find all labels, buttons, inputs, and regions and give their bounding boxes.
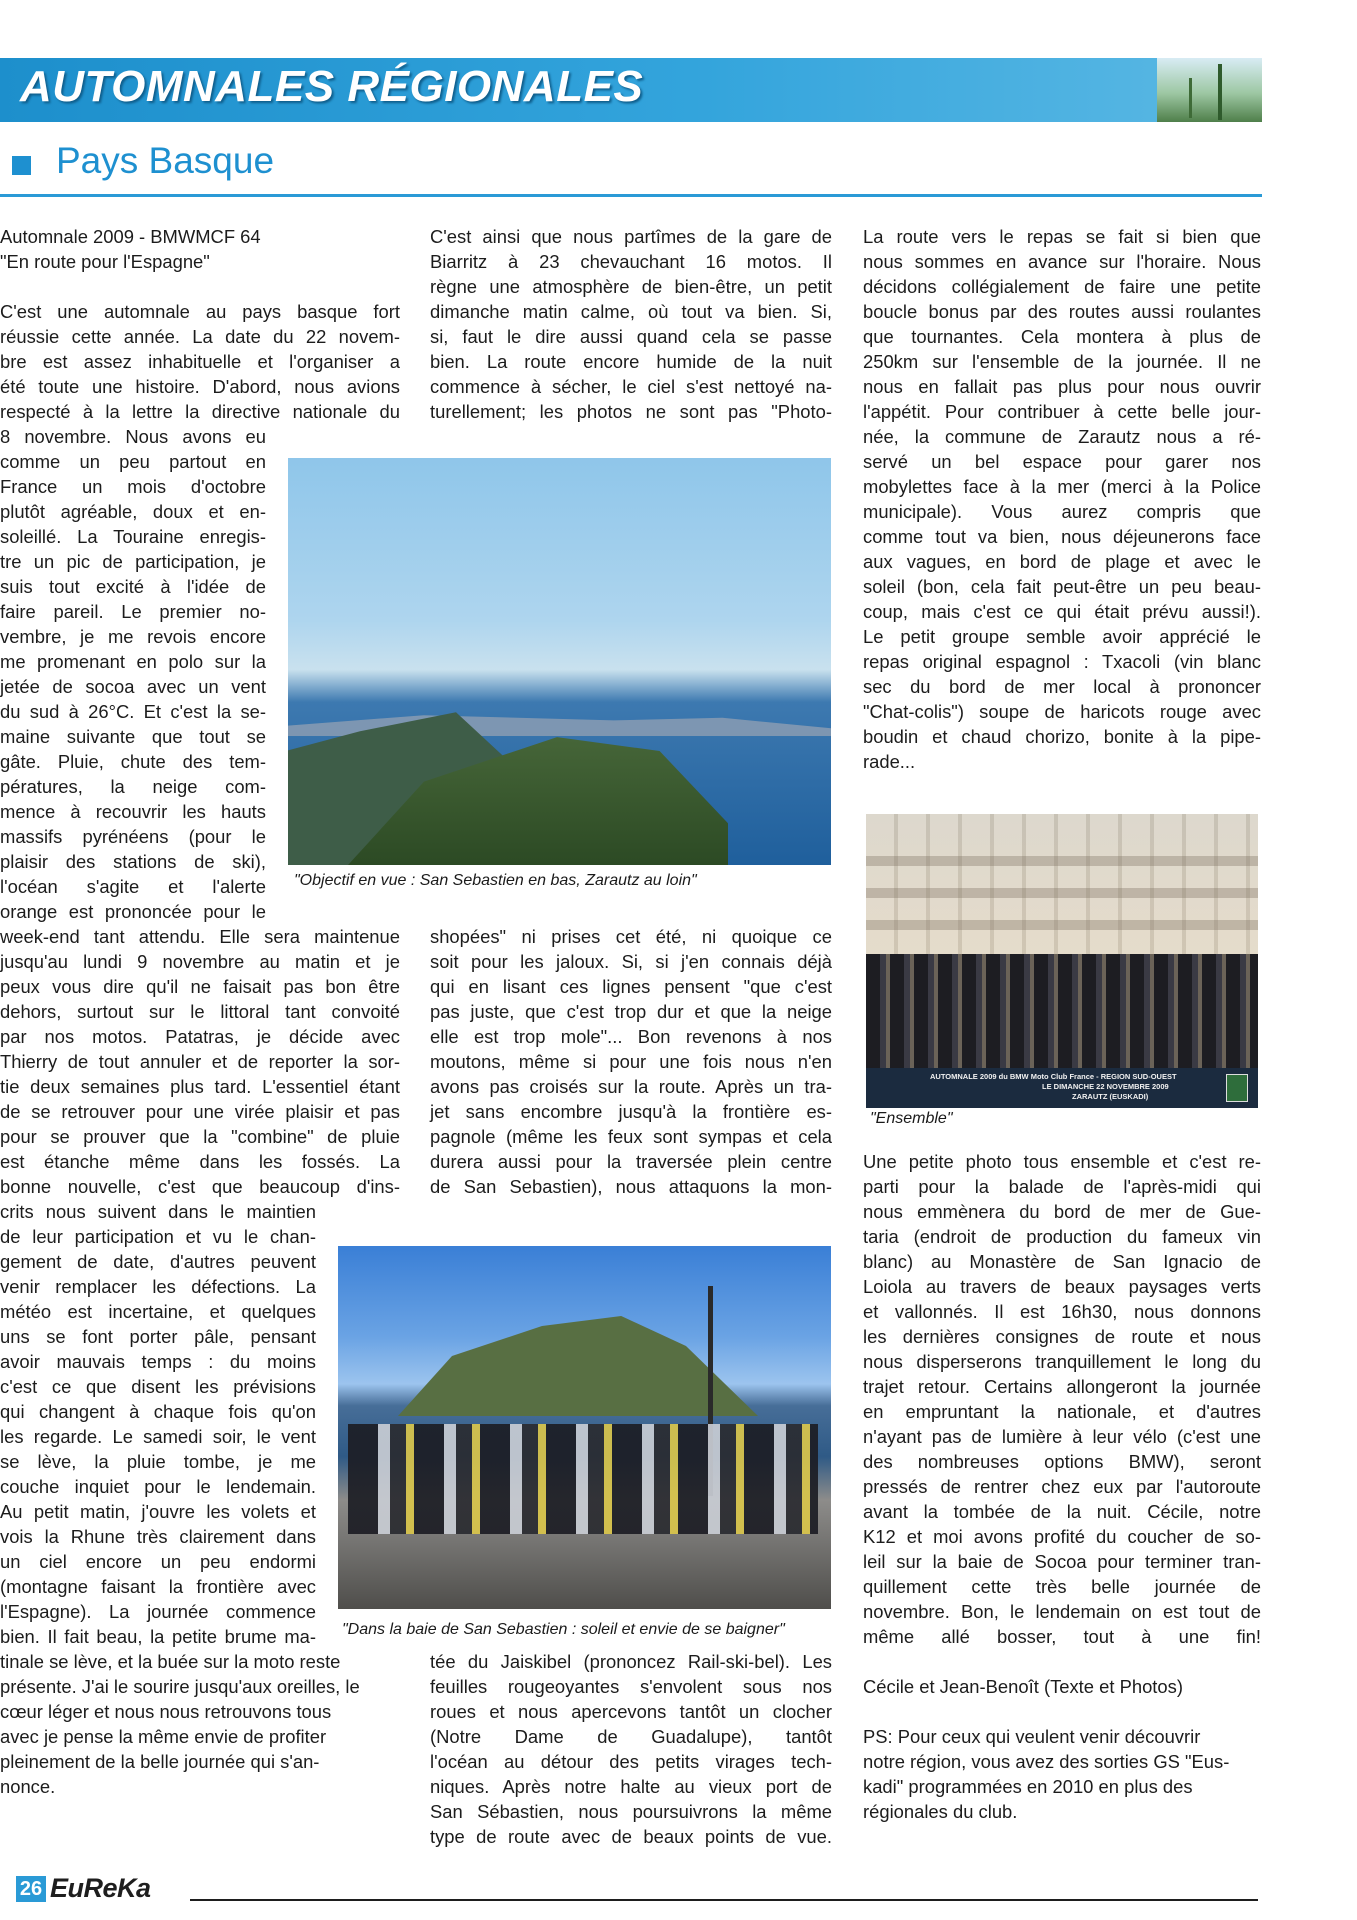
text-line: l'Espagne). La journée commence <box>0 1601 316 1622</box>
text-line: commence à sécher, le ciel s'est nettoyé na- <box>430 376 832 397</box>
column-1-paragraph-2 <box>0 924 400 1199</box>
text-line: Thierry de tout annuler et de reporter la sor- <box>0 1051 400 1072</box>
text-line: jetée de socoa avec un vent <box>0 676 266 697</box>
text-line: notre région, vous avez des sorties GS "Eus- <box>863 1751 1230 1772</box>
text-line: Biarritz à 23 chevauchant 16 motos. Il <box>430 251 832 272</box>
group-of-riders <box>866 954 1258 1074</box>
magazine-logo: EuReKa <box>50 1873 151 1903</box>
text-line: et vallonnés. Il est 16h30, nous donnons <box>863 1301 1261 1322</box>
parked-motorcycles <box>348 1424 818 1534</box>
text-line: été toute une histoire. D'abord, nous avions <box>0 376 400 397</box>
text-line: un ciel encore un peu endormi <box>0 1551 316 1572</box>
text-line: vois la Rhune très clairement dans <box>0 1526 316 1547</box>
text-line: leil sur la baie de Socoa pour terminer tran- <box>863 1551 1261 1572</box>
text-line: orange est prononcée pour le <box>0 901 266 922</box>
photo-1-caption: "Objectif en vue : San Sebastien en bas, Zarautz au loin" <box>294 872 697 889</box>
text-line: 250km sur l'ensemble de la journée. Il ne <box>863 351 1261 372</box>
text-line: plutôt agréable, doux et en- <box>0 501 266 522</box>
text-line: par nos motos. Patatras, je décide avec <box>0 1026 400 1047</box>
text-line: niques. Après notre halte au vieux port de <box>430 1776 832 1797</box>
text-line: les regarde. Le samedi soir, le vent <box>0 1426 316 1447</box>
text-line: pagnole (même les feux sont sympas et cela <box>430 1126 832 1147</box>
text-line: soleillé. La Touraine enregis- <box>0 526 266 547</box>
text-line: dimanche matin calme, où tout va bien. Si, <box>430 301 832 322</box>
text-line: Automnale 2009 - BMWMCF 64 <box>0 226 261 247</box>
paragraph-lines <box>863 224 1261 774</box>
text-line: avons pas croisés sur la route. Après un tra- <box>430 1076 832 1097</box>
tree-silhouette <box>1218 64 1222 120</box>
text-line: kadi" programmées en 2010 en plus des <box>863 1776 1193 1797</box>
text-line: PS: Pour ceux qui veulent venir découvrir <box>863 1726 1201 1747</box>
text-line: nous sommes en avance sur l'horaire. Nous <box>863 251 1261 272</box>
banner-line-2: LE DIMANCHE 22 NOVEMBRE 2009 <box>1042 1082 1169 1091</box>
text-line: gement de date, d'autres peuvent <box>0 1251 316 1272</box>
text-line: vembre, je me revois encore <box>0 626 266 647</box>
text-line: Loiola au travers de beaux paysages verts <box>863 1276 1261 1297</box>
page-number: 26 <box>16 1876 46 1902</box>
text-line: l'appétit. Pour contribuer à cette belle jour- <box>863 401 1261 422</box>
text-line: feuilles rougeoyantes s'envolent sous nos <box>430 1676 832 1697</box>
text-line: pératures, la neige com- <box>0 776 266 797</box>
text-line: taria (endroit de production du fameux vin <box>863 1226 1261 1247</box>
text-line: présente. J'ai le sourire jusqu'aux oreilles, le <box>0 1676 360 1697</box>
text-line: nous disperserons tranquillement le long du <box>863 1351 1261 1372</box>
text-line: (Notre Dame de Guadalupe), tantôt <box>430 1726 832 1747</box>
text-line: avec je pense la même envie de profiter <box>0 1726 327 1747</box>
text-line: des nombreuses options BMW), seront <box>863 1451 1261 1472</box>
text-line: servé un bel espace pour garer nos <box>863 451 1261 472</box>
text-line: parti pour la balade de l'après-midi qui <box>863 1176 1261 1197</box>
text-line: maine suivante que tout se <box>0 726 266 747</box>
text-line: municipale). Vous aurez compris que <box>863 501 1261 522</box>
text-line: respecté à la lettre la directive nationale du <box>0 401 400 422</box>
text-line: crits nous suivent dans le maintien <box>0 1201 316 1222</box>
section-title: Pays Basque <box>56 140 275 181</box>
text-line: que tournantes. Cela montera à plus de <box>863 326 1261 347</box>
text-line: coup, mais c'est ce qui était prévu aussi!). <box>863 601 1261 622</box>
text-line: "Chat-colis") soupe de haricots rouge avec <box>863 701 1261 722</box>
text-line: dehors, surtout sur le littoral tant convoité <box>0 1001 400 1022</box>
header-banner <box>0 58 1262 122</box>
header-title: AUTOMNALES RÉGIONALES <box>20 62 644 111</box>
text-line: c'est ce que disent les prévisions <box>0 1376 316 1397</box>
coat-of-arms-icon <box>1226 1074 1248 1102</box>
text-line: Au petit matin, j'ouvre les volets et <box>0 1501 316 1522</box>
text-line: boucle bonus par des routes aussi roulantes <box>863 301 1261 322</box>
text-line: rade... <box>863 751 916 772</box>
text-line: qui changent à chaque fois qu'on <box>0 1401 316 1422</box>
text-line: pour se prouver que la "combine" de pluie <box>0 1126 400 1147</box>
text-line: bien. Il fait beau, la petite brume ma- <box>0 1626 316 1647</box>
banner-line-3: ZARAUTZ (EUSKADI) <box>1072 1092 1149 1101</box>
column-1-intro <box>0 224 402 274</box>
text-line: San Sébastien, nous poursuivrons la même <box>430 1801 832 1822</box>
paragraph-lines <box>430 924 832 1199</box>
text-line: pas juste, que c'est trop dur et que la neige <box>430 1001 832 1022</box>
text-line: nonce. <box>0 1776 56 1797</box>
text-line: l'océan s'agite et l'alerte <box>0 876 266 897</box>
paragraph-lines <box>0 299 400 424</box>
text-line: règne une atmosphère de bien-être, un petit <box>430 276 832 297</box>
text-line: avoir mauvais temps : du moins <box>0 1351 316 1372</box>
photo-banner <box>866 1068 1258 1108</box>
text-line: 8 novembre. Nous avons eu <box>0 426 266 447</box>
text-line: novembre. Bon, le lendemain on est tout de <box>863 1601 1261 1622</box>
text-line: bonne nouvelle, c'est que beaucoup d'ins- <box>0 1176 400 1197</box>
text-line: si, faut le dire aussi quand cela se passe <box>430 326 832 347</box>
text-line: nous en fallait pas plus pour nous ouvrir <box>863 376 1261 397</box>
text-line: La route vers le repas se fait si bien que <box>863 226 1261 247</box>
paragraph-lines <box>0 1199 316 1649</box>
text-line: décidons collégialement de faire une petite <box>863 276 1261 297</box>
text-line: de se retrouver pour une virée plaisir et pas <box>0 1101 400 1122</box>
column-3-paragraph <box>863 224 1261 774</box>
text-line: pleinement de la belle journée qui s'an- <box>0 1751 320 1772</box>
text-line: Le petit groupe semble avoir apprécié le <box>863 626 1261 647</box>
text-line: de leur participation et vu le chan- <box>0 1226 316 1247</box>
text-line: gâte. Pluie, chute des tem- <box>0 751 266 772</box>
text-line: moutons, même si pour une fois nous n'en <box>430 1051 832 1072</box>
text-line: trajet retour. Certains allongeront la journée <box>863 1376 1261 1397</box>
text-line: avant la tombée de la nuit. Cécile, notre <box>863 1501 1261 1522</box>
text-line: réussie cette année. La date du 22 novem- <box>0 326 400 347</box>
text-line: bre est assez inhabituelle et l'organiser a <box>0 351 400 372</box>
text-line: tinale se lève, et la buée sur la moto reste <box>0 1651 341 1672</box>
text-line: jet sans encombre jusqu'à la frontière es- <box>430 1101 832 1122</box>
paragraph-lines <box>0 424 266 924</box>
text-line: du sud à 26°C. Et c'est la se- <box>0 701 266 722</box>
text-line: boudin et chaud chorizo, bonite à la pipe- <box>863 726 1261 747</box>
photo-sea-view <box>288 458 831 865</box>
photo-3-caption: "Dans la baie de San Sebastien : soleil et envie de se baigner" <box>342 1621 785 1638</box>
text-line: même allé bosser, tout à une fin! <box>863 1626 1261 1647</box>
subtitle-lines <box>0 224 402 274</box>
text-line: régionales du club. <box>863 1801 1018 1822</box>
text-line: elle est trop mole"... Bon revenons à nos <box>430 1026 832 1047</box>
text-line: type de route avec de beaux points de vue. <box>430 1826 832 1847</box>
text-line: venir remplacer les défections. La <box>0 1276 316 1297</box>
text-line: tée du Jaiskibel (prononcez Rail-ski-bel). Les <box>430 1651 832 1672</box>
text-line: suis tout excité à l'idée de <box>0 576 266 597</box>
text-line: bien. La route encore humide de la nuit <box>430 351 832 372</box>
text-line: "En route pour l'Espagne" <box>0 251 210 272</box>
paragraph-lines <box>430 224 832 424</box>
text-line: n'ayant pas de lumière à leur vélo (c'est une <box>863 1426 1261 1447</box>
column-1-wrap-text-2 <box>0 1199 316 1649</box>
text-line: C'est une automnale au pays basque fort <box>0 301 400 322</box>
text-line: uns se font porter pâle, pensant <box>0 1326 316 1347</box>
text-line: me promenant en polo sur la <box>0 651 266 672</box>
hill-with-trees <box>398 1316 758 1416</box>
signature: Cécile et Jean-Benoît (Texte et Photos) <box>863 1676 1183 1697</box>
text-line: cœur léger et nous nous retrouvons tous <box>0 1701 332 1722</box>
text-line: aux vagues, en bord de plage et avec le <box>863 551 1261 572</box>
text-line: les dernières consignes de route et nous <box>863 1326 1261 1347</box>
paragraph-lines <box>0 924 400 1199</box>
text-line: tre un pic de participation, je <box>0 551 266 572</box>
ps-lines <box>863 1724 1261 1824</box>
column-2-paragraph-3 <box>430 1649 832 1849</box>
text-line: sec du bord de mer local à prononcer <box>863 676 1261 697</box>
text-line: tie deux semaines plus tard. L'essentiel étant <box>0 1076 400 1097</box>
text-line: est étanche même dans les fossés. La <box>0 1151 400 1172</box>
text-line: nous emmènera du bord de mer de Gue- <box>863 1201 1261 1222</box>
text-line: durera aussi pour la traversée plein centre <box>430 1151 832 1172</box>
section-bullet-icon <box>12 156 31 175</box>
tree-silhouette <box>1189 78 1192 118</box>
text-line: l'océan au détour des petits virages tech- <box>430 1751 832 1772</box>
text-line: Une petite photo tous ensemble et c'est re- <box>863 1151 1261 1172</box>
text-line: mobylettes face à la mer (merci à la Police <box>863 476 1261 497</box>
banner-line-1: AUTOMNALE 2009 du BMW Moto Club France - REGION SUD-OUEST <box>930 1072 1177 1081</box>
text-line: repas original espagnol : Txacoli (vin blanc <box>863 651 1261 672</box>
column-3-ps <box>863 1724 1261 1824</box>
text-line: de San Sebastien), nous attaquons la mon- <box>430 1176 832 1197</box>
footer-rule <box>190 1899 1258 1901</box>
paragraph-lines <box>863 1149 1261 1649</box>
text-line: se lève, la pluie tombe, je me <box>0 1451 316 1472</box>
text-line: météo est incertaine, et quelques <box>0 1301 316 1322</box>
column-1-paragraph-3 <box>0 1649 400 1799</box>
text-line: (montagne faisant la frontière avec <box>0 1576 316 1597</box>
paragraph-lines <box>430 1649 832 1849</box>
text-line: soleil (bon, cela fait peut-être un peu beau- <box>863 576 1261 597</box>
text-line: comme tout va bien, nous déjeunerons face <box>863 526 1261 547</box>
column-1-wrap-text <box>0 424 266 924</box>
text-line: faire pareil. Le premier no- <box>0 601 266 622</box>
section-divider <box>0 194 1262 197</box>
column-3-signature <box>863 1674 1261 1699</box>
text-line: shopées" ni prises cet été, ni quoique ce <box>430 926 832 947</box>
paragraph-lines <box>0 1649 400 1799</box>
text-line: week-end tant attendu. Elle sera maintenue <box>0 926 400 947</box>
text-line: née, la commune de Zarautz nous a ré- <box>863 426 1261 447</box>
text-line: couche inquiet pour le lendemain. <box>0 1476 316 1497</box>
column-3-paragraph-2 <box>863 1149 1261 1649</box>
photo-group <box>866 814 1258 1108</box>
text-line: turellement; les photos ne sont pas "Photo- <box>430 401 832 422</box>
text-line: massifs pyrénéens (pour le <box>0 826 266 847</box>
text-line: C'est ainsi que nous partîmes de la gare de <box>430 226 832 247</box>
text-line: France un mois d'octobre <box>0 476 266 497</box>
text-line: jusqu'au lundi 9 novembre au matin et je <box>0 951 400 972</box>
text-line: quillement cette très belle journée de <box>863 1576 1261 1597</box>
text-line: comme un peu partout en <box>0 451 266 472</box>
photo-2-caption: "Ensemble" <box>870 1110 953 1127</box>
building-windows <box>866 834 1258 944</box>
text-line: qui en lisant ces lignes pensent "que c'est <box>430 976 832 997</box>
text-line: K12 et moi avons profité du coucher de so- <box>863 1526 1261 1547</box>
text-line: blanc) au Monastère de San Ignacio de <box>863 1251 1261 1272</box>
text-line: pressés de rentrer chez eux par l'autoroute <box>863 1476 1261 1497</box>
text-line: peux vous dire qu'il ne faisait pas bon être <box>0 976 400 997</box>
text-line: mence à recouvrir les hauts <box>0 801 266 822</box>
column-1-paragraph <box>0 299 400 424</box>
text-line: plaisir des stations de ski), <box>0 851 266 872</box>
photo-bay-motorcycles <box>338 1246 831 1609</box>
column-2-paragraph <box>430 224 832 424</box>
text-line: roues et nous apercevons tantôt un clocher <box>430 1701 832 1722</box>
column-2-paragraph-2 <box>430 924 832 1199</box>
text-line: soit pour les jaloux. Si, si j'en connais déjà <box>430 951 832 972</box>
text-line: en empruntant la nationale, et d'autres <box>863 1401 1261 1422</box>
header-landscape-image <box>1157 58 1262 122</box>
